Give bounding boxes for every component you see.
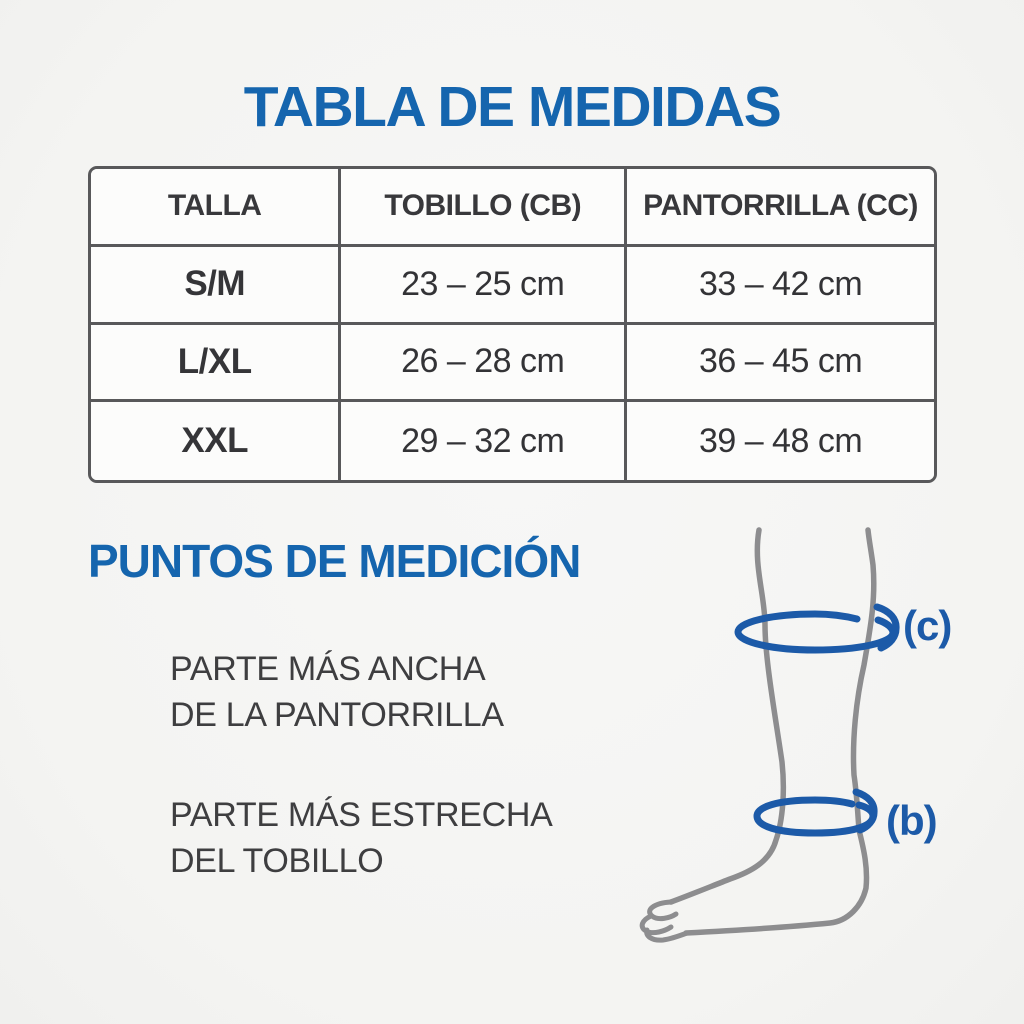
table-cell-pantorrilla-sm: 33 – 42 cm	[627, 247, 934, 325]
section-title-measurement-points: PUNTOS DE MEDICIÓN	[88, 535, 581, 587]
table-header-talla: TALLA	[91, 169, 341, 247]
ankle-marker-label: (b)	[886, 797, 937, 844]
measurement-label-calf-line2: DE LA PANTORRILLA	[170, 696, 504, 734]
measurement-label-ankle-line2: DEL TOBILLO	[170, 842, 384, 880]
table-cell-tobillo-lxl: 26 – 28 cm	[341, 325, 627, 403]
table-header-pantorrilla: PANTORRILLA (CC)	[627, 169, 934, 247]
table-cell-tobillo-xxl: 29 – 32 cm	[341, 402, 627, 480]
table-cell-size-lxl: L/XL	[91, 325, 341, 403]
toes-outline	[642, 902, 687, 940]
leg-front-outline	[671, 530, 783, 902]
table-cell-pantorrilla-xxl: 39 – 48 cm	[627, 402, 934, 480]
table-header-tobillo: TOBILLO (CB)	[341, 169, 627, 247]
page-title: TABLA DE MEDIDAS	[243, 75, 781, 139]
table-cell-tobillo-sm: 23 – 25 cm	[341, 247, 627, 325]
measurement-label-ankle-line1: PARTE MÁS ESTRECHA	[170, 796, 553, 834]
table-cell-pantorrilla-lxl: 36 – 45 cm	[627, 325, 934, 403]
table-cell-size-sm: S/M	[91, 247, 341, 325]
calf-marker-label: (c)	[903, 602, 952, 649]
measurement-label-calf-line1: PARTE MÁS ANCHA	[170, 650, 486, 688]
table-cell-size-xxl: XXL	[91, 402, 341, 480]
